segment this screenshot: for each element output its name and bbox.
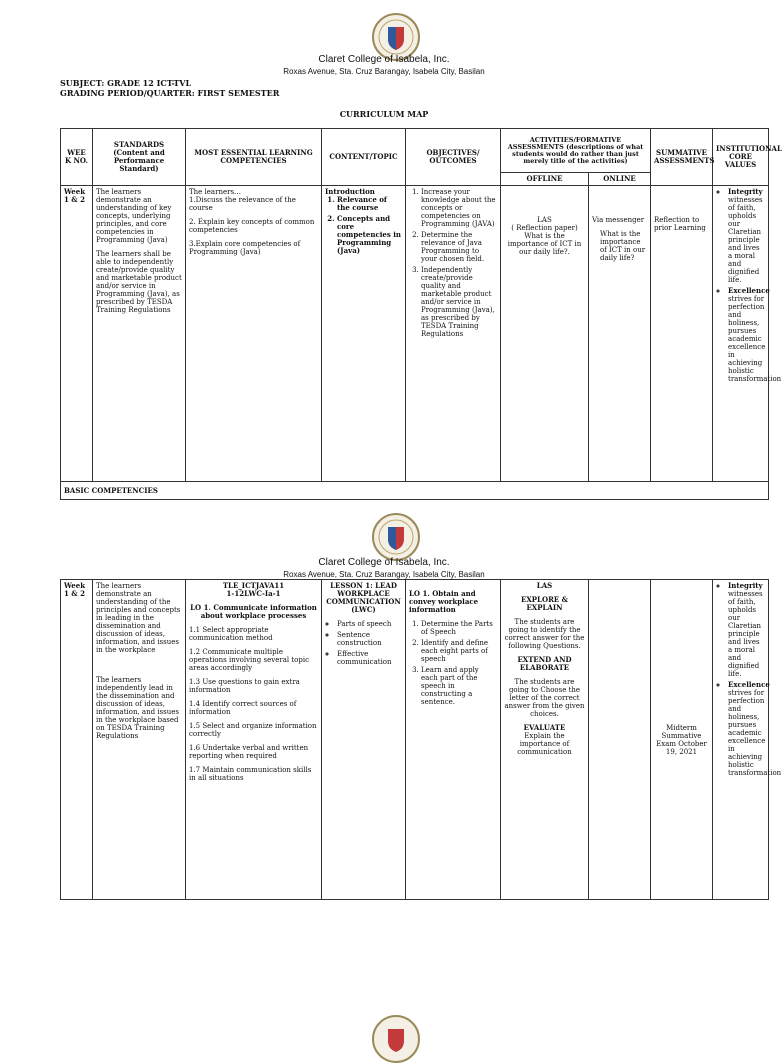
competency-item: 1.6 Undertake verbal and written reporting when required (189, 744, 309, 760)
school-seal-logo (371, 512, 421, 562)
header-content: CONTENT/TOPIC (322, 129, 406, 186)
curriculum-table-page2 (60, 579, 782, 900)
offline-activity-text: ( Reflection paper) What is the importance of ICT in our daily life?. (507, 224, 582, 256)
topic-item: ◦ Sentence construction (337, 631, 402, 647)
school-name: Claret College of Isabela, Inc. (318, 557, 450, 568)
grading-period-line: GRADING PERIOD/QUARTER: FIRST SEMESTER (60, 88, 280, 98)
header-offline: OFFLINE (501, 173, 589, 186)
header-objectives: OBJECTIVES/ OUTCOMES (406, 129, 501, 186)
subject-line: SUBJECT: GRADE 12 ICT-TVL (60, 78, 192, 88)
competency-item: 1.5 Select and organize information correctly (189, 722, 317, 738)
objectives-cell (406, 580, 501, 900)
header-online: ONLINE (589, 173, 651, 186)
content-cell (322, 186, 406, 482)
school-seal-logo (371, 1014, 421, 1064)
core-values-cell (713, 580, 782, 900)
summative-cell: Midterm Summative Exam October 19, 2021 (651, 580, 713, 900)
content-title: Introduction (325, 187, 375, 196)
offline-activity-cell (501, 186, 589, 482)
curriculum-map-title: CURRICULUM MAP (339, 109, 429, 119)
week-cell: Week 1 & 2 (61, 186, 93, 482)
summative-cell: Reflection to prior Learning (651, 186, 713, 482)
competency-item: 2. Explain key concepts of common competencies (189, 218, 315, 234)
competency-item: 1.3 Use questions to gain extra information (189, 678, 300, 694)
objective-item: 2. Identify and define each eight parts of speech (421, 639, 497, 663)
header-competencies: MOST ESSENTIAL LEARNING COMPETENCIES (186, 129, 322, 186)
objective-item: 2. Determine the relevance of Java Programming to your chosen field. (421, 231, 497, 263)
value-title: Integrity (728, 187, 763, 196)
competencies-cell (186, 186, 322, 482)
header-activities: ACTIVITIES/FORMATIVE ASSESSMENTS (descriptions of what students would do rather than just merely title of the activities) (501, 129, 651, 173)
competencies-cell (186, 580, 322, 900)
curriculum-table-page1 (60, 128, 782, 500)
activity-heading: EVALUATE (523, 723, 566, 732)
competency-code: TLE_ICTJAVA11 (222, 581, 285, 590)
performance-standard: The learners shall be able to independently create/provide quality and marketable product and/or service in Programming (Java), as prescribed by TESDA Training Regulations (96, 250, 182, 314)
activity-las: LAS (536, 581, 553, 590)
value-text: witnesses of faith, upholds our Claretian principle and lives a moral and dignified life. (728, 196, 763, 284)
activity-heading: EXPLORE & EXPLAIN (521, 595, 568, 612)
objective-item: 3. Learn and apply each part of the speech in constructing a sentence. (421, 666, 497, 706)
online-activity-text: What is the importance of ICT in our daily life? (600, 230, 646, 262)
competency-item: 1.7 Maintain communication skills in all situations (189, 766, 312, 782)
objective-item: 1. Increase your knowledge about the concepts or competencies on Programming (JAVA) (421, 188, 497, 228)
lesson-title: LESSON 1: LEAD WORKPLACE COMMUNICATION (LWC) (326, 581, 401, 614)
standards-cell (93, 186, 186, 482)
content-item: 1. Relevance of the course (337, 196, 402, 212)
activity-text: Explain the importance of communication (517, 732, 572, 756)
value-text: witnesses of faith, upholds our Claretian principle and lives a moral and dignified life. (728, 590, 763, 678)
value-title: Excellence (728, 680, 770, 689)
header-core-values: INSTITUTIONAL CORE VALUES (713, 129, 769, 186)
learning-outcome-title: LO 1. Communicate information about workplace processes (190, 603, 317, 620)
content-cell (322, 580, 406, 900)
basic-competencies-row: BASIC COMPETENCIES (61, 482, 769, 500)
standards-cell (93, 580, 186, 900)
competency-code: 1-12LWC-Ia-1 (226, 589, 281, 598)
core-values-cell (713, 186, 782, 482)
content-item: 2. Concepts and core competencies in Programming (Java) (337, 215, 402, 255)
school-address: Roxas Avenue, Sta. Cruz Barangay, Isabela City, Basilan (283, 570, 485, 579)
topic-item: ◦ Effective communication (337, 650, 402, 666)
online-activity-cell (589, 186, 651, 482)
school-address: Roxas Avenue, Sta. Cruz Barangay, Isabela City, Basilan (283, 67, 485, 76)
online-activity-label: Via messenger (592, 216, 645, 224)
competency-item: 1.2 Communicate multiple operations involving several topic areas accordingly (189, 648, 309, 672)
competency-intro: The learners… (189, 188, 242, 196)
value-title: Excellence (728, 286, 770, 295)
activity-text: The students are going to identify the correct answer for the following Questions. (504, 618, 585, 650)
performance-standard: The learners independently lead in the dissemination and discussion of ideas, information, and issues in the workplace based on TESDA Training Regulations (96, 676, 179, 740)
competency-item: 3.Explain core competencies of Programming (Java) (189, 240, 301, 256)
content-standard: The learners demonstrate an understanding of the principles and concepts in leading in the dissemination and discussion of ideas, information, and issues in the workplace (96, 582, 181, 654)
competency-item: 1.1 Select appropriate communication method (189, 626, 273, 642)
objective-item: 3. Independently create/provide quality and marketable product and/or service in Programming (Java), as prescribed by TESDA Training Regulations (421, 266, 497, 338)
objectives-cell (406, 186, 501, 482)
content-standard: The learners demonstrate an understanding of key concepts, underlying principles, and core competencies in Programming (Java) (96, 188, 172, 244)
online-activity-cell (589, 580, 651, 900)
competency-item: 1.4 Identify correct sources of information (189, 700, 297, 716)
activities-cell (501, 580, 589, 900)
value-text: strives for perfection and holiness, pursues academic excellence in achieving holistic transformation (728, 295, 782, 383)
offline-activity-label: LAS (537, 216, 552, 224)
header-summative: SUMMATIVE ASSESSMENTS (651, 129, 713, 186)
topic-item: ◦ Parts of speech (337, 620, 402, 628)
objective-title: LO 1. Obtain and convey workplace information (409, 589, 479, 614)
school-name: Claret College of Isabela, Inc. (318, 54, 450, 65)
header-week: WEE K NO. (61, 129, 93, 186)
header-standards: STANDARDS (Content and Performance Standard) (93, 129, 186, 186)
activity-text: The students are going to Choose the letter of the correct answer from the given choices. (504, 678, 585, 718)
value-title: Integrity (728, 581, 763, 590)
competency-item: 1.Discuss the relevance of the course (189, 196, 296, 212)
objective-item: 1. Determine the Parts of Speech (421, 620, 497, 636)
value-text: strives for perfection and holiness, pursues academic excellence in achieving holistic transformation (728, 689, 782, 777)
week-cell: Week 1 & 2 (61, 580, 93, 900)
activity-heading: EXTEND AND ELABORATE (517, 655, 572, 672)
